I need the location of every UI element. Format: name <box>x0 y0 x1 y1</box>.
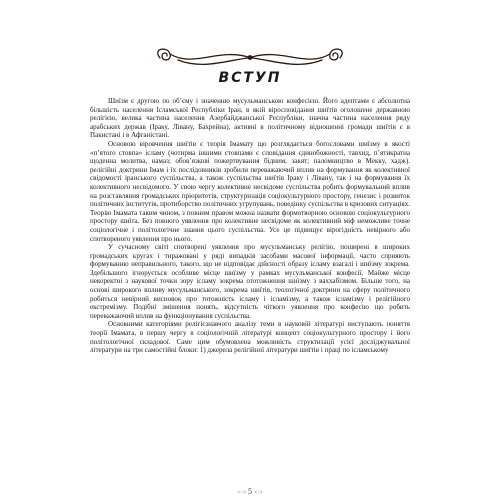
paragraph: У сучасному світі спотворені уявлення про мусульманську релігію, поширені в широких громадських кругах і тиражовані у ряді випадків засобами масової інформації, часто сприяють формуванню неправильного, такого, що не відповідає дійсності образу ісламу взагалі і шиїзму зокрема. Здебільшого ігнорується особливе місце шиїзму у рамках мусульманської конфесії. Майже місце некоректні з наукової точки зору ісламу зокрема ототожнення шиїзму з ваххабізмом. Більше того, на основі широкого впливу мусульманського, зокрема шиїтів, теологічної доктрини на сферу політичного робиться невірний висновок про тотожність ісламу і ісламізму, а також ісламізму і релігійного екстремізму. Подібні змішення понять, відсутність чіткого уявлення про конфесію що робить переважаючий вплив на функціонування суспільства. <box>90 243 410 320</box>
paragraph: Основою віровчення шиїтів є теорія Імамату що розглядається богословами шиїзму в якості «п’ятого стовпа» ісламу (чотирма іншими стовпами є сповідання єдинобожності, тавхид, п’ятикратна щоденна молитва, намаз; обов’язкові пожертвування бідним, закят; паломництво в Мекку, хадж). релігійні доктрини Імам і їх послідовників зробили переважаючий вплив на формування як колективної свідомості іранського суспільства, а також суспільства шиїтів Іраку і Лівану, так і на формування їх колективного несвідомого. У свою чергу колективне несвідоме суспільства робить формувальний вплив на розставляння громадських пріоритетів, структуризація соціокультурного простору, генезис і розвиток політичних інститутів, протиборство політичних угрупувань, поведінку суспільства в кризових ситуаціях. Теорію Імамата таким чином, з повним правом можна назвати формотворною основою соціокультурного простору шиїта. Без повного уявлення про колективне несвідоме як колективний міф неможливе точне соціологічне і політологічне знання цього суспільства. Усе це підвищує вірогідність невірного або спотвореного уявлення про нього. <box>90 139 410 243</box>
page-number-ornament-right: <·> <box>254 490 263 496</box>
paragraph: Шиїзм є другою по об’єму і значенню мусульманською конфесією. Його адептами є абсолютна більшість населення Ісламської Республіки Іран, в якій віросповідання шиїтів оголошене державною релігією, велика частина населення Азербайджанської Республіки, значна частина населення ряду арабських держав (Іраку, Лівану, Бахрейна), активні в політичному відношенні громади шиїтів є в Пакистані і в Афганістані. <box>90 97 410 140</box>
decorative-flourish-icon <box>148 44 352 70</box>
page-number-ornament-left: <·> <box>237 490 246 496</box>
page-number-value: 5 <box>248 487 252 496</box>
page-number <box>0 487 500 496</box>
body-text <box>90 97 410 355</box>
paragraph: Основними категоріями релігієзнавчого аналізу теми в науковій літературі виступають поняття теорії Імамата, в першу чергу в соціологічній літературі концепт соціокультурного простору і його політологічної складової. Саме цим обумовлена можливість структизації усієї досліджувальної літератури на три самостійні блоки: 1) джерела релігійної літератури шиїтів і праці по ісламському <box>90 320 410 355</box>
page-title: ВСТУП <box>218 70 282 86</box>
